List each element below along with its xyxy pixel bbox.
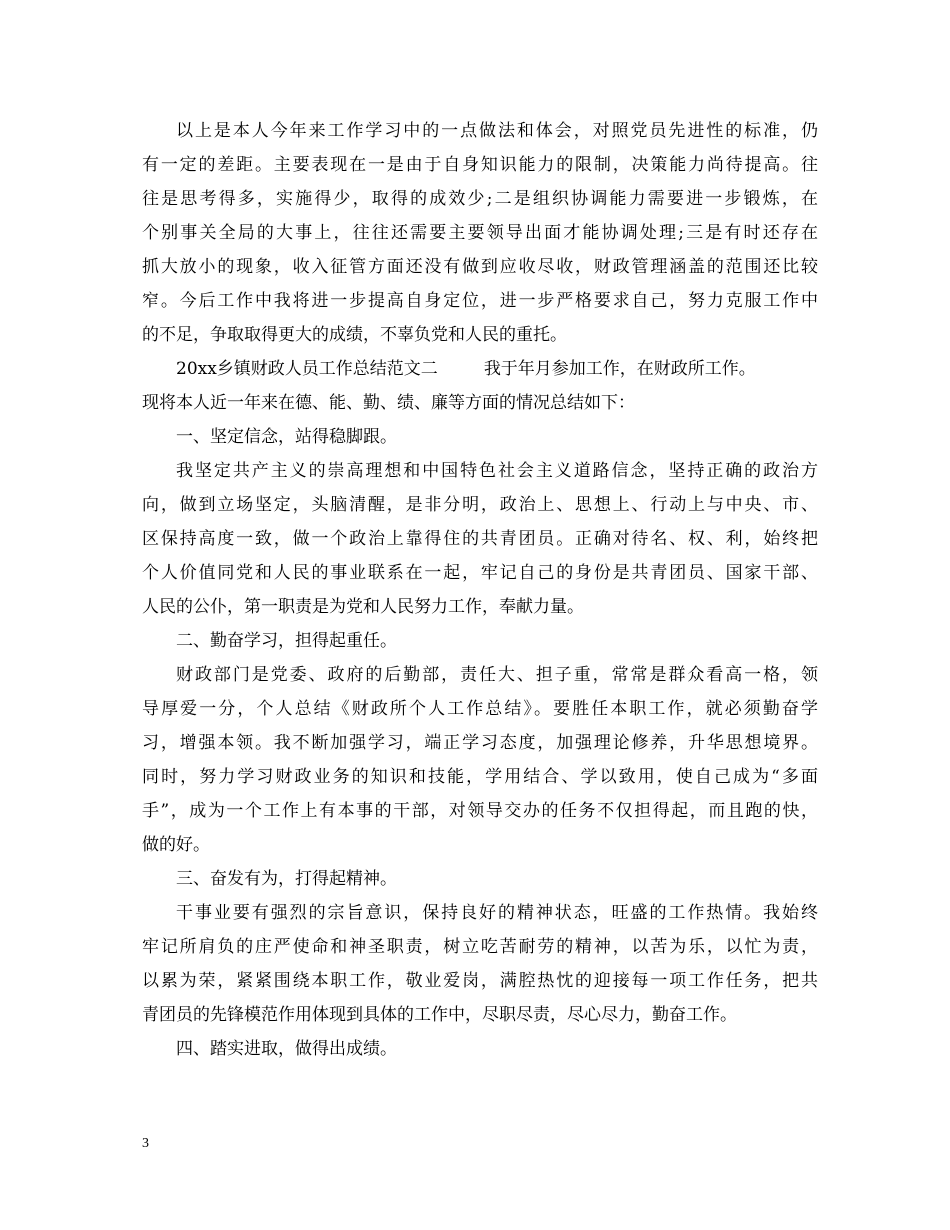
- paragraph-line: 个人价值同党和人民的事业联系在一起，牢记自己的身份是共青团员、国家干部、: [142, 563, 818, 583]
- paragraph-line: 人民的公仆，第一职责是为党和人民努力工作，奉献力量。: [142, 597, 584, 617]
- paragraph-line: 窄。今后工作中我将进一步提高自身定位，进一步严格要求自己，努力克服工作中: [142, 291, 818, 311]
- paragraph-text: 我于年月参加工作，在财政所工作。: [483, 359, 756, 379]
- section-heading: 一、坚定信念，站得稳脚跟。: [176, 427, 397, 447]
- section-heading: 四、踏实进取，做得出成绩。: [176, 1039, 397, 1059]
- paragraph-line: 抓大放小的现象，收入征管方面还没有做到应收尽收，财政管理涵盖的范围还比较: [142, 257, 818, 277]
- paragraph-line: 向，做到立场坚定，头脑清醒，是非分明，政治上、思想上、行动上与中央、市、: [142, 495, 818, 515]
- section-heading: 三、奋发有为，打得起精神。: [176, 869, 397, 889]
- paragraph-line: 习，增强本领。我不断加强学习，端正学习态度，加强理论修养，升华思想境界。: [142, 733, 818, 753]
- paragraph-line: 干事业要有强烈的宗旨意识，保持良好的精神状态，旺盛的工作热情。我始终: [176, 903, 818, 923]
- paragraph-line: 以累为荣，紧紧围绕本职工作，敬业爱岗，满腔热忱的迎接每一项工作任务，把共: [142, 971, 818, 991]
- paragraph-line: 同时，努力学习财政业务的知识和技能，学用结合、学以致用，使自己成为“多面: [142, 767, 818, 787]
- paragraph-line: 往是思考得多，实施得少，取得的成效少;二是组织协调能力需要进一步锻炼，在: [142, 189, 818, 209]
- paragraph-line: 做的好。: [142, 835, 210, 855]
- paragraph-line: 以上是本人今年来工作学习中的一点做法和体会，对照党员先进性的标准，仍: [176, 121, 818, 141]
- paragraph-line: 现将本人近一年来在德、能、勤、绩、廉等方面的情况总结如下：: [142, 393, 635, 413]
- paragraph-line: 牢记所肩负的庄严使命和神圣职责，树立吃苦耐劳的精神，以苦为乐，以忙为责，: [142, 937, 818, 957]
- page-number: 3: [142, 1136, 149, 1151]
- paragraph-line: 导厚爱一分，个人总结《财政所个人工作总结》。要胜任本职工作，就必须勤奋学: [142, 699, 818, 719]
- paragraph-line: 手”，成为一个工作上有本事的干部，对领导交办的任务不仅担得起，而且跑的快，: [142, 801, 818, 821]
- paragraph-line: 区保持高度一致，做一个政治上靠得住的共青团员。正确对待名、权、利，始终把: [142, 529, 818, 549]
- section-heading: 二、勤奋学习，担得起重任。: [176, 631, 397, 651]
- paragraph-line: 个别事关全局的大事上，往往还需要主要领导出面才能协调处理;三是有时还存在: [142, 223, 818, 243]
- paragraph-line: 财政部门是党委、政府的后勤部，责任大、担子重，常常是群众看高一格，领: [176, 665, 818, 685]
- document-subtitle: 20xx乡镇财政人员工作总结范文二: [176, 359, 438, 379]
- section-heading-line: [176, 359, 756, 379]
- paragraph-line: 有一定的差距。主要表现在一是由于自身知识能力的限制，决策能力尚待提高。往: [142, 155, 818, 175]
- paragraph-line: 我坚定共产主义的崇高理想和中国特色社会主义道路信念，坚持正确的政治方: [176, 461, 818, 481]
- paragraph-line: 的不足，争取取得更大的成绩，不辜负党和人民的重托。: [142, 325, 567, 345]
- paragraph-line: 青团员的先锋模范作用体现到具体的工作中，尽职尽责，尽心尽力，勤奋工作。: [142, 1005, 737, 1025]
